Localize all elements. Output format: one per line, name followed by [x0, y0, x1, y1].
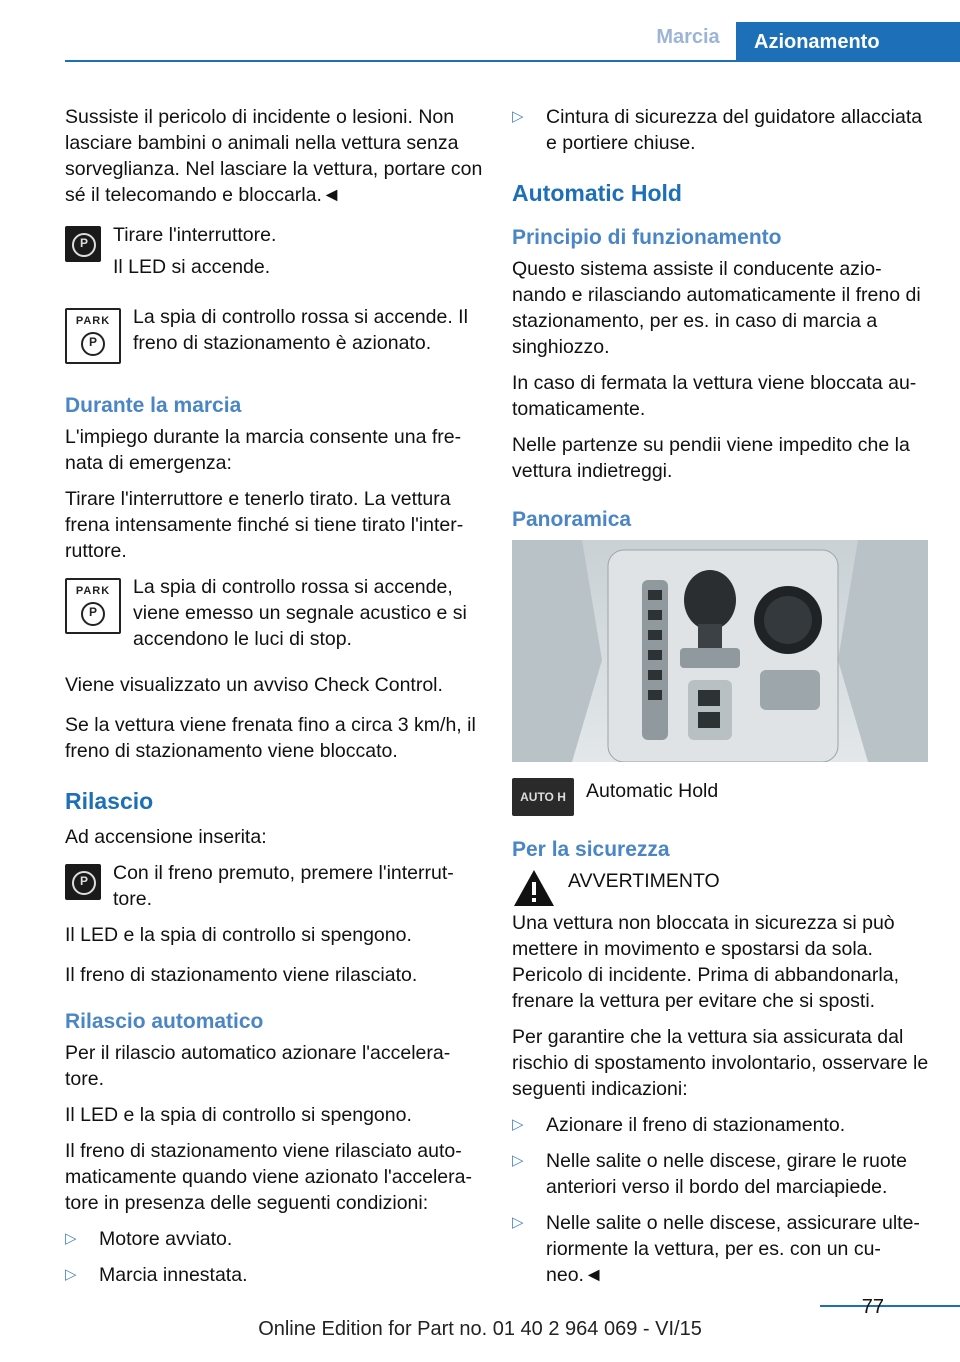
auto-hold-label: Automatic Hold — [586, 780, 719, 802]
warning-text: Una vettura non bloccata in sicurezza si può mettere in movimento e spostarsi da sola. Pericolo di incidente. Prima di abbandonarla, frenare la vettura per evitare che si sposti. — [512, 912, 899, 1012]
spia-text-2: La spia di controllo rossa si accende, viene emesso un segnale acustico e si accendono le luci di stop. — [133, 576, 467, 650]
aut3-paragraph: Il freno di stazionamento viene rilasciato auto‐maticamente quando viene azionato l'accelera‐tore in presenza delle seguenti condizioni: — [65, 1140, 472, 1214]
header-rule — [65, 60, 960, 62]
conditions-list-continued — [512, 104, 932, 156]
principio-paragraph-2: In caso di fermata la vettura viene bloccata au‐tomaticamente. — [512, 372, 917, 420]
principio-paragraph-3: Nelle partenze su pendii viene impedito che la vettura indietreggi. — [512, 434, 910, 482]
garantire-paragraph: Per garantire che la vettura sia assicurata dal rischio di spostamento involontario, osservare le seguenti indicazioni: — [512, 1026, 929, 1100]
header-tab-marcia: Marcia — [656, 26, 720, 48]
right-column — [512, 104, 932, 1298]
led-spengono-paragraph: Il LED e la spia di controllo si spengono. — [65, 924, 412, 946]
heading-panoramica: Panoramica — [512, 508, 632, 531]
tirare2-paragraph: Tirare l'interruttore e tenerlo tirato. La vettura frena intensamente finché si tiene tirato l'inter‐ruttore. — [65, 488, 464, 562]
heading-principio: Principio di funzionamento — [512, 226, 782, 249]
spia-text-1: La spia di controllo rossa si accende. Il freno di stazionamento è azionato. — [133, 306, 468, 354]
online-edition-footer: Online Edition for Part no. 01 40 2 964 069 - VI/15 — [258, 1318, 702, 1340]
aut2-paragraph: Il LED e la spia di controllo si spengono. — [65, 1104, 412, 1126]
conditions-list — [65, 1226, 485, 1288]
con-freno-text: Con il freno premuto, premere l'interrut‐tore. — [113, 862, 454, 910]
page-number: 77 — [861, 1296, 884, 1318]
3kmh-paragraph: Se la vettura viene frenata fino a circa 3 km/h, il freno di stazionamento viene bloccato. — [65, 714, 476, 762]
footer-rule — [820, 1305, 960, 1307]
parking-brake-switch-icon: P — [65, 226, 101, 262]
warning-title: AVVERTIMENTO — [568, 870, 720, 892]
safety-list — [512, 1112, 932, 1288]
rilasciato-paragraph: Il freno di stazionamento viene rilasciato. — [65, 964, 418, 986]
accensione-paragraph: Ad accensione inserita: — [65, 826, 267, 848]
heading-rilascio: Rilascio — [65, 788, 154, 814]
center-console-photo — [512, 540, 928, 762]
list-item: ▷ Azionare il freno di stazionamento. — [512, 1114, 846, 1136]
heading-rilascio-automatico: Rilascio automatico — [65, 1010, 264, 1033]
warning-triangle-icon — [512, 868, 556, 908]
parking-brake-switch-icon: P — [65, 864, 101, 900]
list-item: ▷ Cintura di sicurezza del guidatore allacciata e portiere chiuse. — [512, 106, 923, 154]
led-text: Il LED si accende. — [113, 256, 271, 278]
park-warning-icon: PARK P — [65, 308, 121, 364]
list-item: ▷ Nelle salite o nelle discese, girare le ruote anteriori verso il bordo del marciapiede. — [512, 1150, 907, 1198]
heading-durante: Durante la marcia — [65, 394, 242, 417]
intro-paragraph: Sussiste il pericolo di incidente o lesioni. Non lasciare bambini o animali nella vettura senza sorveglianza. Nel lasciare la vettura, portare con sé il telecomando e bloccarla.◄ — [65, 106, 483, 206]
header-tab-azionamento: Azionamento — [736, 22, 960, 62]
park-warning-icon: PARK P — [65, 578, 121, 634]
auto-hold-button-icon: AUTO H — [512, 778, 574, 816]
list-item: ▷ Motore avviato. — [65, 1228, 233, 1250]
list-item: ▷ Nelle salite o nelle discese, assicurare ulte‐riormente la vettura, per es. con un cu‐neo.◄ — [512, 1212, 920, 1286]
principio-paragraph-1: Questo sistema assiste il conducente azio‐nando e rilasciando automaticamente il freno di stazionamento, per es. in caso di marcia a singhiozzo. — [512, 258, 921, 358]
aut1-paragraph: Per il rilascio automatico azionare l'accelera‐tore. — [65, 1042, 451, 1090]
heading-sicurezza: Per la sicurezza — [512, 838, 670, 861]
list-item: ▷ Marcia innestata. — [65, 1264, 248, 1286]
check-control-paragraph: Viene visualizzato un avviso Check Control. — [65, 674, 443, 696]
impiego-paragraph: L'impiego durante la marcia consente una fre‐nata di emergenza: — [65, 426, 462, 474]
tirare-text: Tirare l'interruttore. — [113, 224, 277, 246]
center-console-illustration — [512, 540, 928, 762]
heading-automatic-hold: Automatic Hold — [512, 180, 682, 206]
left-column — [65, 104, 485, 1298]
